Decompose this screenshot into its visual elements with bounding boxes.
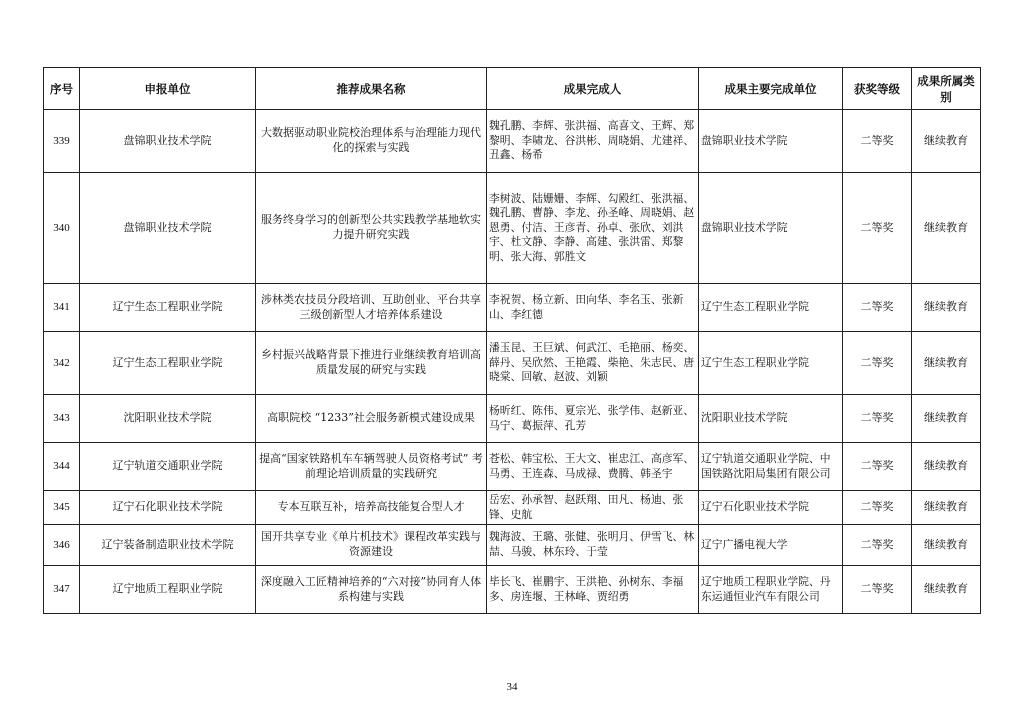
row-unit: 沈阳职业技术学院 (80, 395, 256, 443)
table-row (44, 284, 981, 332)
row-unit: 辽宁生态工程职业学院 (80, 284, 256, 332)
row-level: 二等奖 (843, 443, 912, 491)
header-people: 成果完成人 (487, 68, 699, 110)
row-unit: 辽宁轨道交通职业学院 (80, 443, 256, 491)
row-name: 高职院校 “1233”社会服务新模式建设成果 (256, 395, 487, 443)
row-people: 魏孔鹏、李辉、张洪福、高喜文、王辉、郑黎明、李啸龙、谷洪彬、周晓娟、尤建祥、丑鑫、杨希 (487, 110, 699, 173)
row-no: 346 (44, 525, 80, 566)
header-no: 序号 (44, 68, 80, 110)
row-level: 二等奖 (843, 395, 912, 443)
row-level: 二等奖 (843, 525, 912, 566)
table-row (44, 525, 981, 566)
row-category: 继续教育 (912, 491, 981, 525)
row-category: 继续教育 (912, 110, 981, 173)
awards-table (43, 67, 981, 614)
row-main-unit: 盘锦职业技术学院 (699, 173, 843, 284)
row-level: 二等奖 (843, 566, 912, 614)
row-no: 342 (44, 332, 80, 395)
row-main-unit: 辽宁生态工程职业学院 (699, 332, 843, 395)
row-main-unit: 辽宁石化职业技术学院 (699, 491, 843, 525)
row-people: 李祝贺、杨立新、田向华、李名玉、张新山、李红德 (487, 284, 699, 332)
row-category: 继续教育 (912, 395, 981, 443)
row-name: 专本互联互补，培养高技能复合型人才 (256, 491, 487, 525)
row-category: 继续教育 (912, 173, 981, 284)
row-no: 340 (44, 173, 80, 284)
header-level: 获奖等级 (843, 68, 912, 110)
row-no: 344 (44, 443, 80, 491)
row-unit: 辽宁生态工程职业学院 (80, 332, 256, 395)
header-name: 推荐成果名称 (256, 68, 487, 110)
row-name: 大数据驱动职业院校治理体系与治理能力现代化的探索与实践 (256, 110, 487, 173)
row-name: 服务终身学习的创新型公共实践教学基地软实力提升研究实践 (256, 173, 487, 284)
table-row (44, 110, 981, 173)
row-unit: 盘锦职业技术学院 (80, 173, 256, 284)
table-row (44, 395, 981, 443)
row-name: 国开共享专业《单片机技术》课程改革实践与资源建设 (256, 525, 487, 566)
row-no: 347 (44, 566, 80, 614)
row-people: 苍松、韩宝松、王大文、崔忠江、高彦军、马勇、王连森、马成禄、费腾、韩圣宇 (487, 443, 699, 491)
header-category: 成果所属类别 (912, 68, 981, 110)
row-category: 继续教育 (912, 525, 981, 566)
row-unit: 辽宁装备制造职业技术学院 (80, 525, 256, 566)
row-level: 二等奖 (843, 110, 912, 173)
table-row (44, 566, 981, 614)
row-main-unit: 辽宁地质工程职业学院、丹东运通恒业汽车有限公司 (699, 566, 843, 614)
row-people: 潘玉昆、王巨斌、何武江、毛艳丽、杨奕、薛丹、吴欣然、王艳霞、柴艳、朱志民、唐晓棠、回敏、赵波、刘颖 (487, 332, 699, 395)
table-row (44, 443, 981, 491)
table-row (44, 491, 981, 525)
row-no: 345 (44, 491, 80, 525)
row-main-unit: 辽宁广播电视大学 (699, 525, 843, 566)
row-category: 继续教育 (912, 443, 981, 491)
row-people: 岳宏、孙承智、赵跃翔、田凡、杨迪、张锋、史航 (487, 491, 699, 525)
row-unit: 辽宁地质工程职业学院 (80, 566, 256, 614)
table-header-row (44, 68, 981, 110)
row-main-unit: 盘锦职业技术学院 (699, 110, 843, 173)
row-category: 继续教育 (912, 332, 981, 395)
row-category: 继续教育 (912, 284, 981, 332)
row-no: 343 (44, 395, 80, 443)
table-row (44, 173, 981, 284)
row-people: 杨昕红、陈伟、夏宗光、张学伟、赵新亚、马宁、葛振萍、孔芳 (487, 395, 699, 443)
row-people: 毕长飞、崔鹏宇、王洪艳、孙树东、李福多、房连堰、王林峰、贾绍勇 (487, 566, 699, 614)
table-row (44, 332, 981, 395)
row-no: 341 (44, 284, 80, 332)
header-main-unit: 成果主要完成单位 (699, 68, 843, 110)
row-main-unit: 辽宁生态工程职业学院 (699, 284, 843, 332)
row-level: 二等奖 (843, 332, 912, 395)
row-unit: 盘锦职业技术学院 (80, 110, 256, 173)
page-number: 34 (506, 681, 518, 693)
row-name: 提高“国家铁路机车车辆驾驶人员资格考试” 考前理论培训质量的实践研究 (256, 443, 487, 491)
row-people: 魏海波、王璐、张健、张明月、伊雪飞、林喆、马骏、林东玲、于莹 (487, 525, 699, 566)
row-level: 二等奖 (843, 491, 912, 525)
row-name: 乡村振兴战略背景下推进行业继续教育培训高质量发展的研究与实践 (256, 332, 487, 395)
row-unit: 辽宁石化职业技术学院 (80, 491, 256, 525)
row-no: 339 (44, 110, 80, 173)
row-category: 继续教育 (912, 566, 981, 614)
row-people: 李树波、陆姗姗、李辉、勾殿红、张洪福、魏孔鹏、曹静、李龙、孙圣峰、周晓娟、赵恩勇、付洁、王彦青、孙卓、张欣、刘洪宇、杜文静、李静、高建、张洪雷、郑黎明、张大海、郭胜文 (487, 173, 699, 284)
row-level: 二等奖 (843, 284, 912, 332)
row-name: 涉林类农技员分段培训、互助创业、平台共享三级创新型人才培养体系建设 (256, 284, 487, 332)
row-name: 深度融入工匠精神培养的“六对接”协同育人体系构建与实践 (256, 566, 487, 614)
header-unit: 申报单位 (80, 68, 256, 110)
row-level: 二等奖 (843, 173, 912, 284)
row-main-unit: 沈阳职业技术学院 (699, 395, 843, 443)
row-main-unit: 辽宁轨道交通职业学院、中国铁路沈阳局集团有限公司 (699, 443, 843, 491)
